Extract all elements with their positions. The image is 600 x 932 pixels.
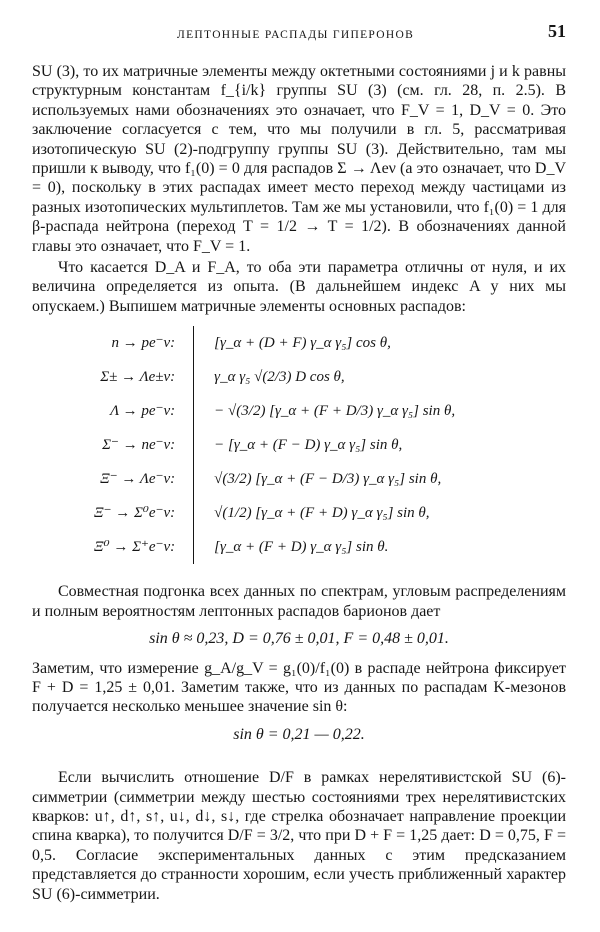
paragraph-neutron-decay: Заметим, что измерение g_A/g_V = g₁(0)/f₁(0) в распаде нейтрона фиксирует F + D = 1,25 ± 0,01. Заметим также, что из данных по распадам K-мезонов получается несколько меньшее значение sin θ: xyxy=(32,659,566,716)
decay-process: Σ⁻ → ne⁻ν: xyxy=(102,436,176,453)
paragraph-fit: Совместная подгонка всех данных по спектрам, угловым распределениям и полным вероятностям лептонных распадов барионов дает xyxy=(32,583,566,620)
matrix-element: [γ_α + (D + F) γ_α γ₅] cos θ, xyxy=(194,326,455,360)
paragraph-axial-constants: Что касается D_A и F_A, то оба эти параметра отличны от нуля, и их величина определяется из опыта. (В дальнейшем индекс A у них мы опускаем.) Выпишем матричные элементы основных распадов: xyxy=(32,259,566,315)
decay-row xyxy=(94,360,455,394)
decay-row xyxy=(94,462,455,496)
matrix-element: √(3/2) [γ_α + (F − D/3) γ_α γ₅] sin θ, xyxy=(194,462,455,496)
matrix-element: − √(3/2) [γ_α + (F + D/3) γ_α γ₅] sin θ, xyxy=(194,394,455,428)
page-header xyxy=(32,22,566,46)
decay-row xyxy=(94,428,455,462)
decay-process: Σ± → Λe±ν: xyxy=(100,368,176,385)
decay-process: Ξ⁻ → Σ⁰e⁻ν: xyxy=(94,504,176,521)
running-head: ЛЕПТОННЫЕ РАСПАДЫ ГИПЕРОНОВ xyxy=(177,29,415,41)
page-number: 51 xyxy=(548,21,566,41)
matrix-element: √(1/2) [γ_α + (F + D) γ_α γ₅] sin θ, xyxy=(194,496,455,530)
spacer xyxy=(32,754,566,768)
equation-fit-results: sin θ ≈ 0,23, D = 0,76 ± 0,01, F = 0,48 ± 0,01. xyxy=(149,630,449,648)
matrix-element: γ_α γ₅ √(2/3) D cos θ, xyxy=(194,360,455,394)
decay-row xyxy=(94,326,455,360)
decay-row xyxy=(94,496,455,530)
decay-process: Λ → pe⁻ν: xyxy=(110,402,176,419)
decay-row xyxy=(94,394,455,428)
decay-process: Ξ⁻ → Λe⁻ν: xyxy=(100,470,176,487)
decay-process: n → pe⁻ν: xyxy=(111,334,176,351)
decay-row xyxy=(94,530,455,564)
matrix-element: − [γ_α + (F − D) γ_α γ₅] sin θ, xyxy=(194,428,455,462)
equation-sin-theta: sin θ = 0,21 — 0,22. xyxy=(233,725,365,743)
paragraph-su6-prediction: Если вычислить отношение D/F в рамках нерелятивистской SU (6)-симметрии (симметрии между шестью состояниями трех нерелятивистских кварков: u↑, d↑, s↑, u↓, d↓, s↓, где стрелка обозначает направление проекции спина кварка), то получится D/F = 3/2, что при D + F = 1,25 дает: D = 0,75, F = 0,5. Согласие экспериментальных данных с этим предсказанием представляется до странности хорошим, если учесть приближенный характер SU (6)-симметрии. xyxy=(32,769,566,903)
decay-matrix-elements xyxy=(94,326,455,564)
paragraph-vector-constants: SU (3), то их матричные элементы между октетными состояниями j и k равны структурным константам f_{i/k} группы SU (3) (см. гл. 28, п. 2.5). В используемых нами обозначениях это означает, что F_V = 1, D_V = 0. Это заключение согласуется с тем, что мы получили в гл. 5, рассматривая изотопическую SU (2)-подгруппу группы SU (3). Действительно, там мы пришли к выводу, что f₁(0) = 0 для распадов Σ → Λeν (а это означает, что D_V = 0), поскольку в этих распадах имеет место переход между частицами из разных изотопических мультиплетов. Там же мы установили, что f₁(0) = 1 для β-распада нейтрона (переход T = 1/2 → T = 1/2). В обозначениях данной главы это означает, что F_V = 1. xyxy=(32,63,566,255)
matrix-element: [γ_α + (F + D) γ_α γ₅] sin θ. xyxy=(194,530,455,564)
decay-process: Ξ⁰ → Σ⁺e⁻ν: xyxy=(94,538,176,555)
